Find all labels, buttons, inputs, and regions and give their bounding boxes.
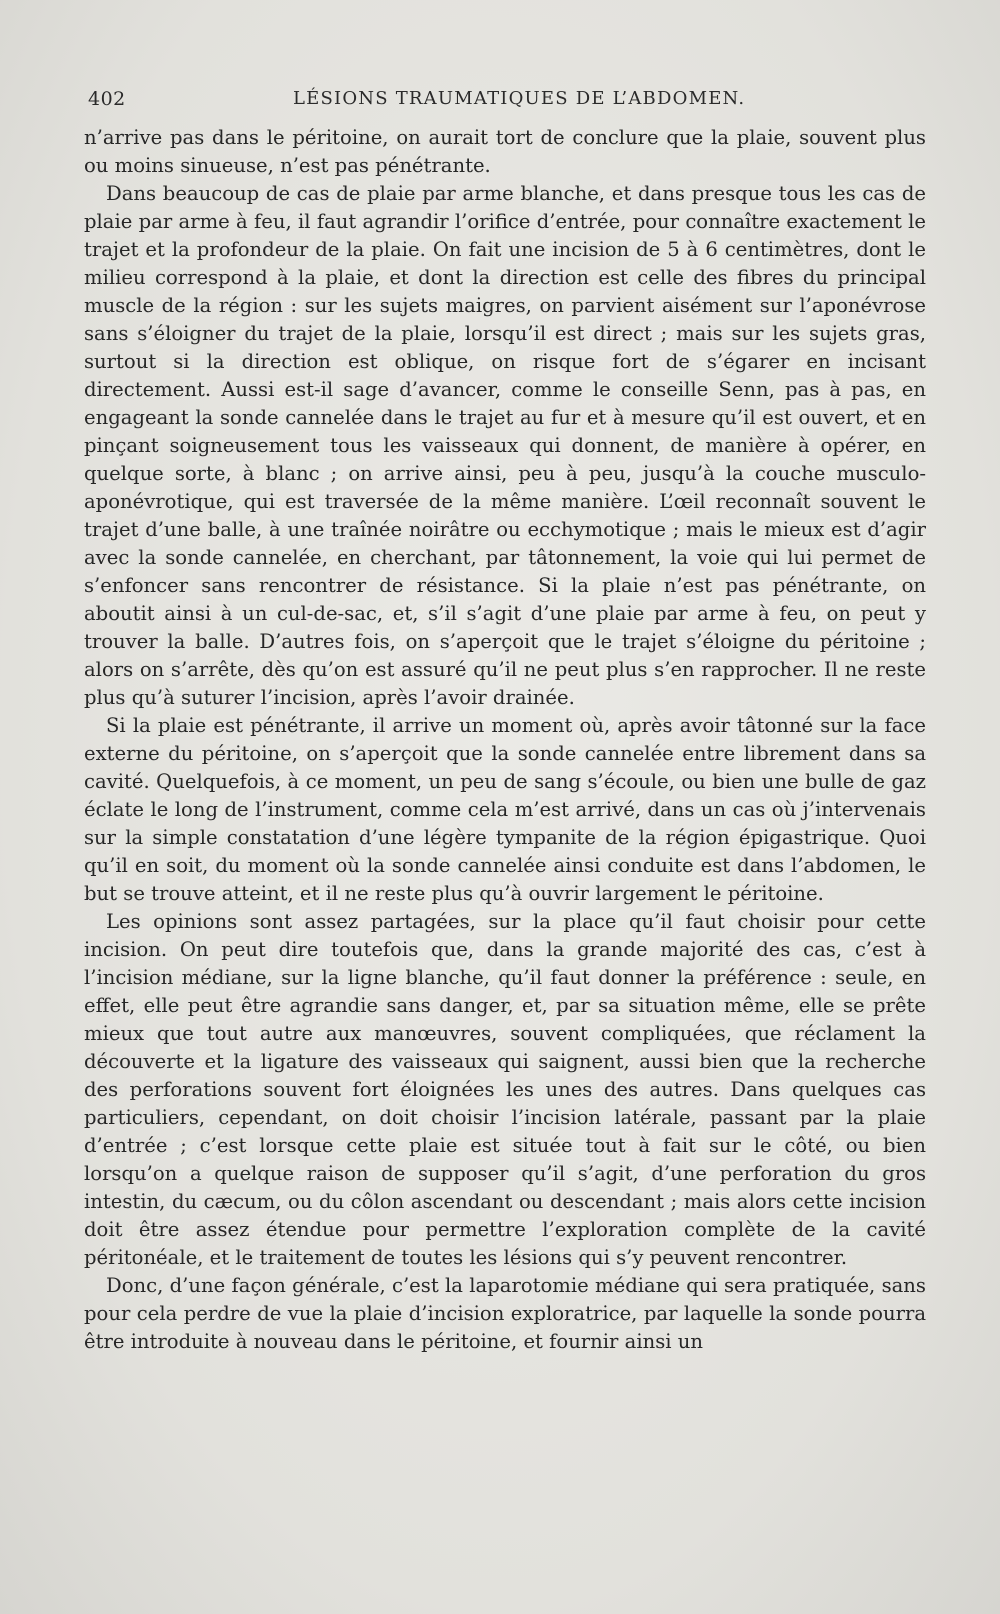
paragraph-incision-choice: Les opinions sont assez partagées, sur la place qu’il faut choisir pour cette incision. On peut dire toutefois que, dans la grande majorité des cas, c’est à l’incision médiane, sur la ligne blanche, qu’il faut donner la préférence : seule, en effet, elle peut être agrandie sans danger, et, par sa situation même, elle se prête mieux que tout autre aux manœuvres, souvent compliquées, que réclament la découverte et la ligature des vaisseaux qui saignent, aussi bien que la recherche des perforations souvent fort éloignées les unes des autres. Dans quelques cas particuliers, cependant, on doit choisir l’incision latérale, passant par la plaie d’entrée ; c’est lorsque cette plaie est située tout à fait sur le côté, ou bien lorsqu’on a quelque raison de supposer qu’il s’agit, d’une perforation du gros intestin, du cæcum, ou du côlon ascendant ou descendant ; mais alors cette incision doit être assez étendue pour permettre l’exploration complète de la cavité péritonéale, et le traitement de toutes les lésions qui s’y peuvent rencontrer. xyxy=(84,910,926,1269)
paragraph-exploration: Dans beaucoup de cas de plaie par arme blanche, et dans presque tous les cas de plaie par arme à feu, il faut agrandir l’orifice d’entrée, pour connaître exactement le trajet et la profondeur de la plaie. On fait une incision de 5 à 6 centimètres, dont le milieu correspond à la plaie, et dont la direction est celle des fibres du principal muscle de la région : sur les sujets maigres, on parvient aisément sur l’aponévrose sans s’éloigner du trajet de la plaie, lorsqu’il est direct ; mais sur les sujets gras, surtout si la direction est oblique, on risque fort de s’égarer en incisant directement. Aussi est-il sage d’avancer, comme le conseille Senn, pas à pas, en engageant la sonde cannelée dans le trajet au fur et à mesure qu’il est ouvert, et en pinçant soigneusement tous les vaisseaux qui donnent, de manière à opérer, en quelque sorte, à blanc ; on arrive ainsi, peu à peu, jusqu’à la couche musculo-aponévrotique, qui est traversée de la même manière. L’œil reconnaît souvent le trajet d’une balle, à une traînée noirâtre ou ecchymotique ; mais le mieux est d’agir avec la sonde cannelée, en cherchant, par tâtonnement, la voie qui lui permet de s’enfoncer sans rencontrer de résistance. Si la plaie n’est pas pénétrante, on aboutit ainsi à un cul-de-sac, et, s’il s’agit d’une plaie par arme à feu, on peut y trouver la balle. D’autres fois, on s’aperçoit que le trajet s’éloigne du péritoine ; alors on s’arrête, dès qu’on est assuré qu’il ne peut plus s’en rapprocher. Il ne reste plus qu’à suturer l’incision, après l’avoir drainée. xyxy=(84,182,926,709)
paragraph-penetrating-wound: Si la plaie est pénétrante, il arrive un moment où, après avoir tâtonné sur la face externe du péritoine, on s’aperçoit que la sonde cannelée entre librement dans sa cavité. Quelquefois, à ce moment, un peu de sang s’écoule, ou bien une bulle de gaz éclate le long de l’instrument, comme cela m’est arrivé, dans un cas où j’intervenais sur la simple constatation d’une légère tympanite de la région épigastrique. Quoi qu’il en soit, du moment où la sonde cannelée ainsi conduite est dans l’abdomen, le but se trouve atteint, et il ne reste plus qu’à ouvrir largement le péritoine. xyxy=(84,714,926,905)
paragraph-conclusion: Donc, d’une façon générale, c’est la laparotomie médiane qui sera pratiquée, sans pour cela perdre de vue la plaie d’incision exploratrice, par laquelle la sonde pourra être introduite à nouveau dans le péritoine, et fournir ainsi un xyxy=(84,1274,926,1353)
body-text xyxy=(84,124,926,1356)
page-number: 402 xyxy=(88,88,126,110)
page-header xyxy=(88,88,932,116)
paragraph-continued: n’arrive pas dans le péritoine, on aurait tort de conclure que la plaie, souvent plus ou moins sinueuse, n’est pas pénétrante. xyxy=(84,126,926,177)
running-title: LÉSIONS TRAUMATIQUES DE L’ABDOMEN. xyxy=(293,88,746,109)
